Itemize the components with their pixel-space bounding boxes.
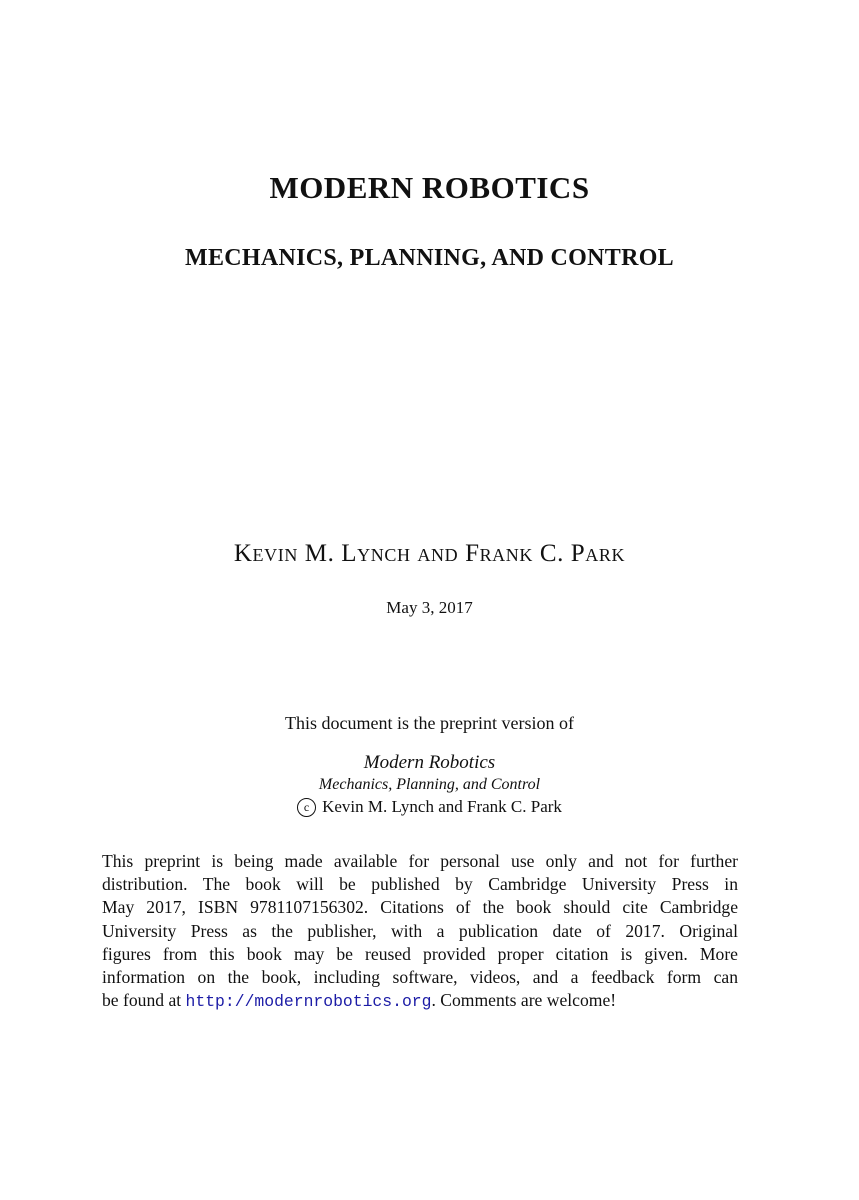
notice-line: distribution. The book will be published by Cambridge University Press in — [102, 874, 738, 895]
copyright-holders: Kevin M. Lynch and Frank C. Park — [322, 797, 562, 816]
document-subtitle: MECHANICS, PLANNING, AND CONTROL — [185, 245, 674, 271]
website-link[interactable]: http://modernrobotics.org — [185, 992, 432, 1012]
copyright-line — [0, 797, 859, 817]
preprint-notice — [102, 850, 738, 1013]
notice-line: This preprint is being made available for personal use only and not for further — [102, 851, 738, 871]
notice-last-suffix: . Comments are welcome! — [431, 990, 617, 1011]
document-title: MODERN ROBOTICS — [269, 170, 590, 205]
authors: Kevin M. Lynch and Frank C. Park — [233, 540, 626, 567]
notice-line: May 2017, ISBN 9781107156302. Citations of the book should cite Cambridge — [102, 897, 738, 918]
notice-line-last — [102, 989, 738, 1013]
notice-last-prefix: be found at — [102, 990, 186, 1011]
copyright-icon: c — [297, 798, 316, 817]
preprint-intro: This document is the preprint version of — [285, 713, 574, 733]
notice-line: information on the book, including software, videos, and a feedback form can — [102, 967, 738, 988]
notice-line: figures from this book may be reused provided proper citation is given. More — [102, 943, 738, 964]
publication-date: May 3, 2017 — [386, 598, 473, 617]
notice-line: University Press as the publisher, with a publication date of 2017. Original — [102, 920, 738, 941]
book-title: Modern Robotics — [363, 752, 496, 773]
book-subtitle: Mechanics, Planning, and Control — [318, 776, 541, 793]
